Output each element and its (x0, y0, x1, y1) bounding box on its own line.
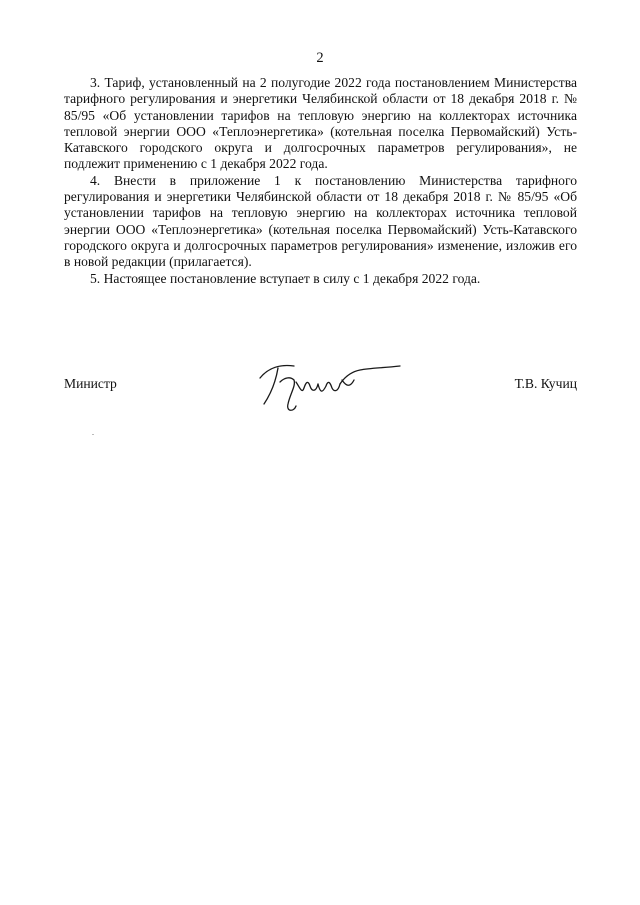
scan-artifact (92, 434, 94, 435)
signature-block (64, 370, 577, 430)
paragraph-5: 5. Настоящее постановление вступает в силу с 1 декабря 2022 года. (90, 270, 481, 286)
handwritten-signature (250, 358, 420, 418)
page-number: 2 (316, 50, 324, 66)
signer-name: Т.В. Кучиц (514, 376, 577, 391)
document-body (64, 75, 577, 287)
paragraph-4: 4. Внести в приложение 1 к постановлению Министерства тарифного регулирования и энергетики Челябинской области от 18 декабря 2018 г. № 85/95 «Об установлении тарифов на тепловую энергию на коллекторах источника тепловой энергии ООО «Теплоэнергетика» (котельная поселка Первомайский) Усть-Катавского городского округа и долгосрочных параметров регулирования» изменение, изложив его в новой редакции (прилагается). (64, 172, 577, 270)
signer-position: Министр (64, 376, 117, 391)
paragraph-3: 3. Тариф, установленный на 2 полугодие 2022 года постановлением Министерства тарифного регулирования и энергетики Челябинской области от 18 декабря 2018 г. № 85/95 «Об установлении тарифов на тепловую энергию на коллекторах источника тепловой энергии ООО «Теплоэнергетика» (котельная поселка Первомайский) Усть-Катавского городского округа и долгосрочных параметров регулирования», не подлежит применению с 1 декабря 2022 года. (64, 75, 577, 172)
